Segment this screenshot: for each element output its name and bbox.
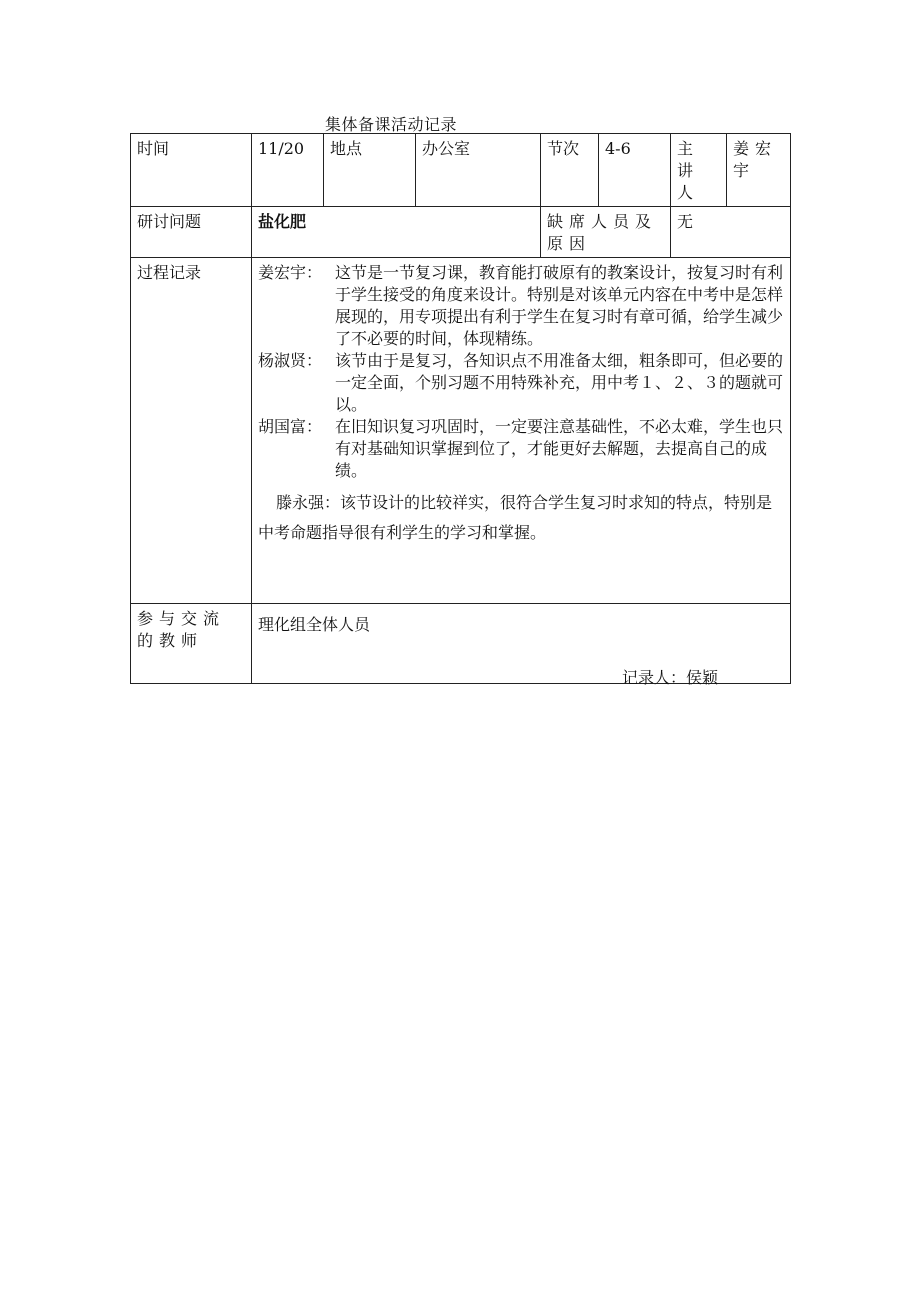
- participants-label: 参与交流的教师: [131, 604, 252, 684]
- recorder: 记录人：侯颖: [622, 668, 719, 687]
- speech-text: 该节由于是复习，各知识点不用准备太细，粗条即可，但必要的一定全面，个别习题不用特殊补充，用中考１、２、３的题就可以。: [335, 351, 784, 414]
- place-label: 地点: [324, 134, 416, 207]
- absent-label: 缺席人员及原因: [541, 207, 671, 258]
- participants-value: 理化组全体人员: [252, 604, 791, 684]
- process-content: [252, 258, 791, 604]
- speech-speaker: 胡国富：: [258, 417, 323, 436]
- topic-row: [131, 207, 791, 258]
- lesson-record-table: [130, 133, 791, 684]
- speech-entry: [258, 262, 784, 350]
- speech-text: 这节是一节复习课，教育能打破原有的教案设计，按复习时有利于学生接受的角度来设计。特别是对该单元内容在中考中是怎样展现的，用专项提出有利于学生在复习时有章可循，给学生减少了不必要的时间，体现精练。: [335, 263, 784, 348]
- speech-entry: [258, 350, 784, 416]
- speaker-value: 姜宏宇: [727, 134, 791, 207]
- final-speech-entry: 滕永强：该节设计的比较祥实，很符合学生复习时求知的特点，特别是中考命题指导很有利学生的学习和掌握。: [258, 493, 773, 542]
- topic-value: 盐化肥: [252, 207, 541, 258]
- process-label: 过程记录: [131, 258, 252, 604]
- speech-text: 在旧知识复习巩固时，一定要注意基础性，不必太难，学生也只有对基础知识掌握到位了，才能更好去解题，去提高自己的成绩。: [335, 417, 784, 480]
- process-row: [131, 258, 791, 604]
- period-label: 节次: [541, 134, 599, 207]
- speech-speaker: 杨淑贤：: [258, 351, 323, 370]
- period-value: 4-6: [599, 134, 671, 207]
- speech-entry: [258, 416, 784, 482]
- time-label: 时间: [131, 134, 252, 207]
- speech-speaker: 姜宏宇：: [258, 263, 323, 282]
- speaker-label: 主讲人: [671, 134, 727, 207]
- document-title: 集体备课活动记录: [325, 115, 458, 134]
- time-value: 11/20: [252, 134, 324, 207]
- topic-label: 研讨问题: [131, 207, 252, 258]
- header-row: [131, 134, 791, 207]
- absent-value: 无: [671, 207, 791, 258]
- place-value: 办公室: [416, 134, 541, 207]
